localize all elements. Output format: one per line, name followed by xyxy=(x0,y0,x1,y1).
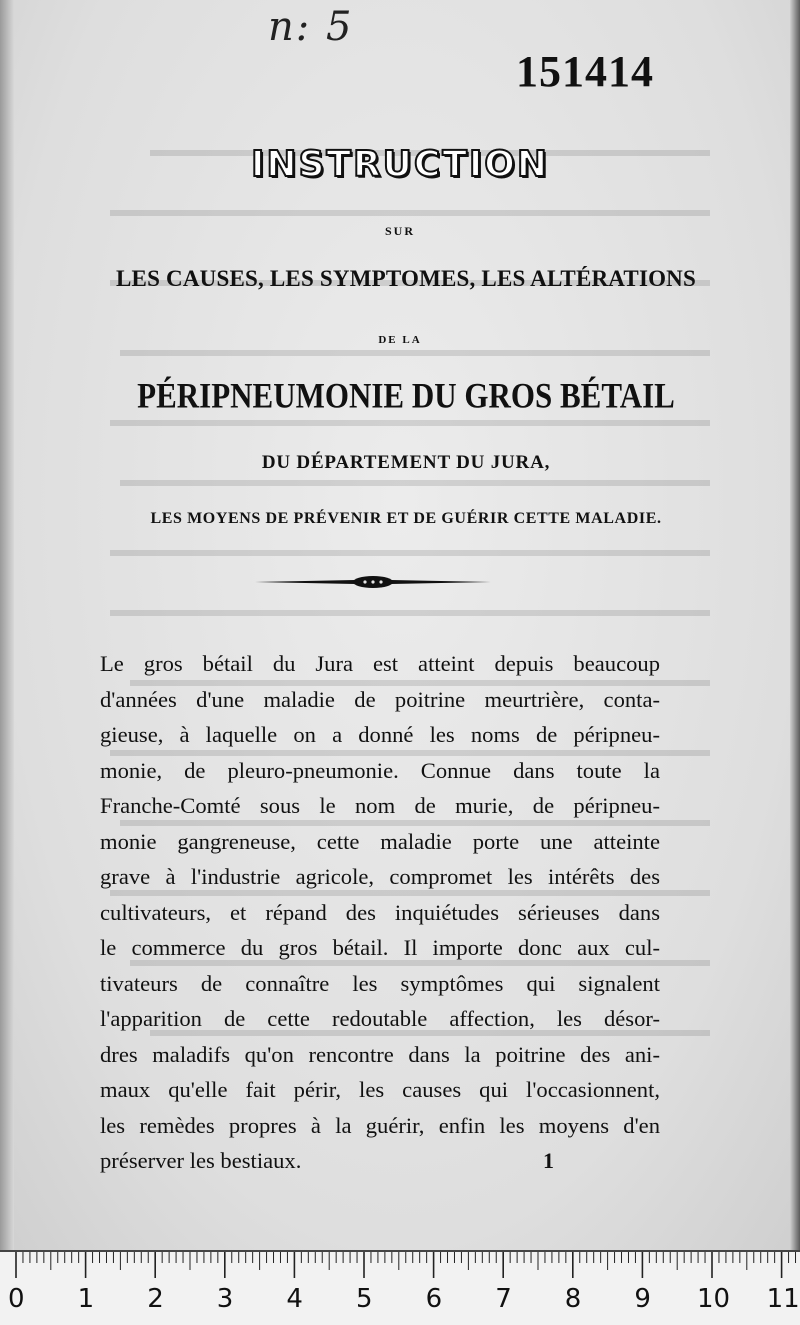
body-line: cultivateurs, et répand des inquiétudes sérieuses dans xyxy=(100,899,660,925)
title-de-la: DE LA xyxy=(378,334,422,346)
ruler-label: 4 xyxy=(286,1284,303,1314)
body-line: l'apparition de cette redoutable affection, les désor- xyxy=(100,1006,660,1031)
ruler-label: 0 xyxy=(8,1284,25,1314)
body-line: gieuse, à laquelle on a donné les noms de péripneu- xyxy=(100,722,660,747)
title-moyens: LES MOYENS DE PRÉVENIR ET DE GUÉRIR CETTE MALADIE. xyxy=(150,510,662,527)
body-line: préserver les bestiaux. xyxy=(100,1148,302,1173)
title-subtitle-causes: LES CAUSES, LES SYMPTOMES, LES ALTÉRATIONS xyxy=(116,266,696,291)
ruler-label: 2 xyxy=(147,1284,164,1314)
ruler-label: 11 xyxy=(766,1284,800,1314)
body-line: Franche-Comté sous le nom de murie, de péripneu- xyxy=(100,793,660,818)
body-line: les remèdes propres à la guérir, enfin les moyens d'en xyxy=(100,1112,660,1138)
ruler-ticks xyxy=(0,1252,800,1286)
ruler-label: 10 xyxy=(697,1284,731,1314)
body-line: le commerce du gros bétail. Il importe donc aux cul- xyxy=(100,935,660,960)
document-title: INSTRUCTION xyxy=(250,144,550,185)
body-line: d'années d'une maladie de poitrine meurtrière, conta- xyxy=(100,686,660,712)
handwritten-number: n: 5 xyxy=(268,4,354,50)
measurement-ruler xyxy=(0,1250,800,1325)
ruler-label: 8 xyxy=(564,1284,582,1314)
ruler-label: 3 xyxy=(216,1284,234,1314)
ruler-label: 1 xyxy=(77,1284,95,1314)
body-line: maux qu'elle fait périr, les causes qui l'occasionnent, xyxy=(100,1077,660,1102)
body-line: monie, de pleuro-pneumonie. Connue dans toute la xyxy=(100,757,660,783)
ruler-label: 9 xyxy=(634,1284,651,1314)
ruler-label: 6 xyxy=(425,1284,443,1314)
title-peripneumonie: PÉRIPNEUMONIE DU GROS BÉTAIL xyxy=(137,375,675,416)
ruler-label: 5 xyxy=(356,1284,373,1314)
body-line: Le gros bétail du Jura est atteint depuis beaucoup xyxy=(100,651,660,676)
shelfmark-stamp: 151414 xyxy=(516,47,654,96)
body-line: monie gangreneuse, cette maladie porte une atteinte xyxy=(100,828,660,854)
page-edge-right xyxy=(790,0,800,1250)
body-line: tivateurs de connaître les symptômes qui signalent xyxy=(100,970,660,996)
body-line: dres maladifs qu'on rencontre dans la poitrine des ani- xyxy=(100,1041,660,1067)
page-number: 1 xyxy=(543,1148,554,1173)
title-departement: DU DÉPARTEMENT DU JURA, xyxy=(261,452,551,473)
title-sur: SUR xyxy=(384,224,415,238)
page-edge-left xyxy=(0,0,14,1250)
ornament-divider xyxy=(255,572,491,596)
ruler-label: 7 xyxy=(495,1284,512,1314)
body-line: grave à l'industrie agricole, compromet les intérêts des xyxy=(100,864,660,889)
body-paragraph xyxy=(100,646,660,1179)
